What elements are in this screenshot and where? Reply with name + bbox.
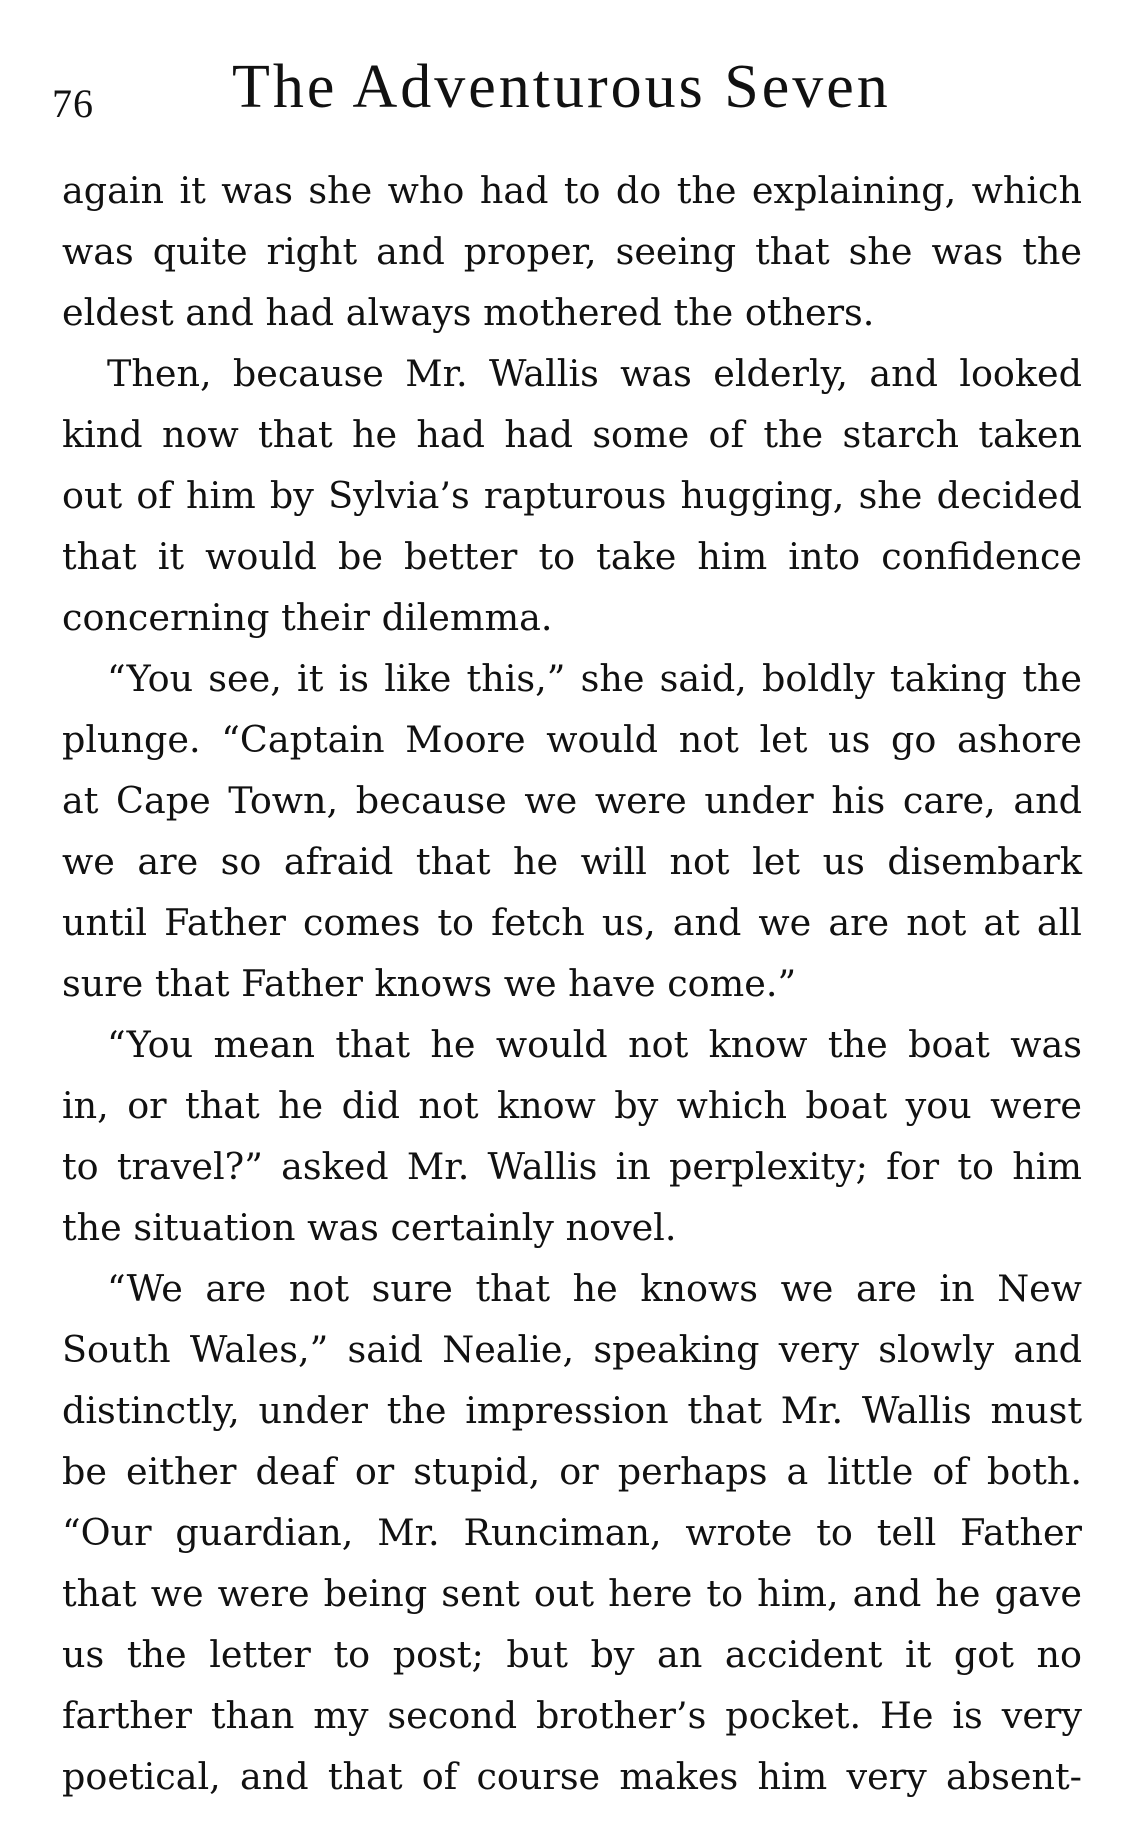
text-line: “Our guardian, Mr. Runciman, wrote to tell Father [62, 1511, 1082, 1554]
text-line: poetical, and that of course makes him very absent- [62, 1755, 1082, 1798]
paragraph-start-line: Then, because Mr. Wallis was elderly, and looked [107, 352, 1082, 395]
text-line: be either deaf or stupid, or perhaps a little of both. [62, 1450, 1082, 1493]
text-line: again it was she who had to do the explaining, which [62, 169, 1082, 212]
text-line: was quite right and proper, seeing that she was the [62, 230, 1082, 273]
text-line: eldest and had always mothered the others. [62, 291, 875, 334]
text-line: farther than my second brother’s pocket. He is very [62, 1694, 1082, 1737]
body-text [62, 160, 1082, 1807]
page-number: 76 [52, 81, 94, 126]
text-line: that it would be better to take him into confidence [62, 535, 1082, 578]
text-line: us the letter to post; but by an accident it got no [62, 1633, 1082, 1676]
text-line: the situation was certainly novel. [62, 1206, 677, 1249]
paragraph-start-line: “We are not sure that he knows we are in New [107, 1267, 1082, 1310]
text-line: plunge. “Captain Moore would not let us go ashore [62, 718, 1082, 761]
paragraph-start-line: “You mean that he would not know the boat was [107, 1023, 1082, 1066]
text-line: at Cape Town, because we were under his care, and [62, 779, 1082, 822]
text-line: distinctly, under the impression that Mr. Wallis must [62, 1389, 1082, 1432]
running-title: The Adventurous Seven [232, 53, 891, 121]
text-line: concerning their dilemma. [62, 596, 553, 639]
text-line: in, or that he did not know by which boat you were [62, 1084, 1082, 1127]
text-line: until Father comes to fetch us, and we are not at all [62, 901, 1082, 944]
text-line: that we were being sent out here to him, and he gave [62, 1572, 1082, 1615]
text-line: sure that Father knows we have come.” [62, 962, 797, 1005]
text-line: out of him by Sylvia’s rapturous hugging, she decided [62, 474, 1082, 517]
page-header [52, 52, 1092, 142]
text-line: to travel?” asked Mr. Wallis in perplexity; for to him [62, 1145, 1082, 1188]
paragraph-start-line: “You see, it is like this,” she said, boldly taking the [107, 657, 1082, 700]
text-line: we are so afraid that he will not let us disembark [62, 840, 1082, 883]
text-line: South Wales,” said Nealie, speaking very slowly and [62, 1328, 1082, 1371]
text-line: kind now that he had had some of the starch taken [62, 413, 1082, 456]
